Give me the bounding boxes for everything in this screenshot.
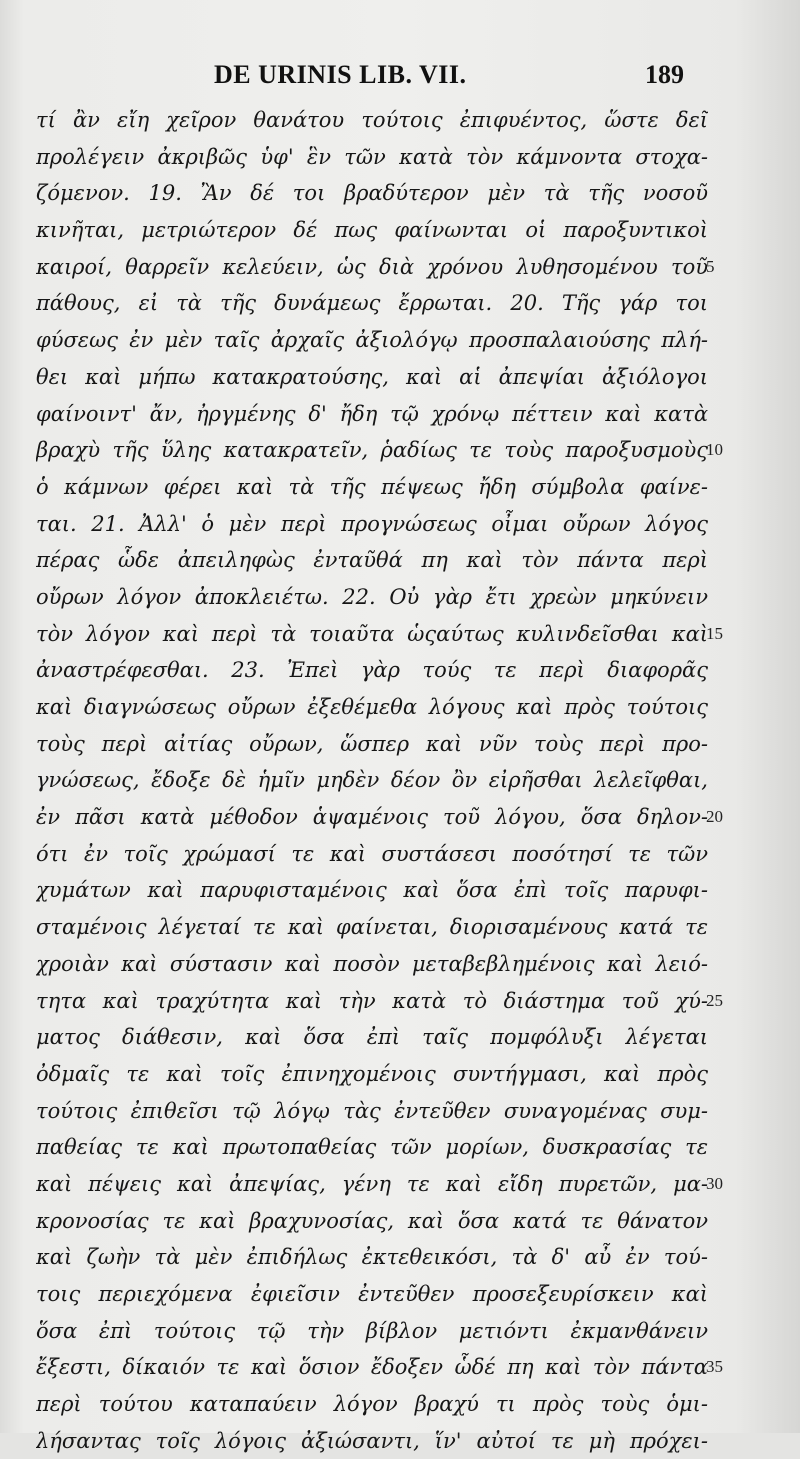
text-line [0, 1129, 800, 1166]
page-number: 189 [645, 60, 684, 89]
text-line [0, 359, 800, 396]
line-text: φύσεως ἐν μὲν ταῖς ἀρχαῖς ἀξιολόγῳ προσπαλαιούσης πλή- [36, 328, 708, 353]
text-line [0, 1349, 800, 1386]
text-line [0, 799, 800, 836]
text-line [0, 762, 800, 799]
text-line [0, 1423, 800, 1459]
line-text: τούτοις ἐπιθεῖσι τῷ λόγῳ τὰς ἐντεῦθεν συναγομένας συμ- [36, 1098, 708, 1123]
text-line [0, 726, 800, 763]
line-text: λήσαντας τοῖς λόγοις ἀξιώσαντι, ἵν' αὐτοί τε μὴ πρόχει- [36, 1428, 708, 1453]
text-line [0, 285, 800, 322]
line-text: οὔρων λόγον ἀποκλειέτω. 22. Οὐ γὰρ ἔτι χρεὼν μηκύνειν [36, 584, 708, 609]
line-text: κρονοσίας τε καὶ βραχυνοσίας, καὶ ὅσα κατά τε θάνατον [36, 1208, 708, 1233]
text-line [0, 1056, 800, 1093]
text-line [0, 1093, 800, 1130]
text-line [0, 689, 800, 726]
line-number: 5 [706, 256, 715, 276]
text-line [0, 469, 800, 506]
text-line [0, 1313, 800, 1350]
line-text: χροιὰν καὶ σύστασιν καὶ ποσὸν μεταβεβλημένοις καὶ λειό- [36, 951, 708, 976]
text-line [0, 322, 800, 359]
line-text: ται. 21. Ἀλλ' ὁ μὲν περὶ προγνώσεως οἶμαι οὔρων λόγος [36, 511, 708, 536]
line-text: τὸν λόγον καὶ περὶ τὰ τοιαῦτα ὡςαύτως κυλινδεῖσθαι καὶ [36, 621, 708, 646]
line-number: 15 [706, 623, 723, 643]
text-line [0, 946, 800, 983]
line-text: ματος διάθεσιν, καὶ ὅσα ἐπὶ ταῖς πομφόλυξι λέγεται [36, 1025, 708, 1050]
text-line [0, 542, 800, 579]
line-text: ότι ἐν τοῖς χρώμασί τε καὶ συστάσεσι ποσότησί τε τῶν [36, 841, 708, 866]
line-text: πάθους, εἰ τὰ τῆς δυνάμεως ἔρρωται. 20. Τῆς γάρ τοι [36, 291, 708, 316]
text-line [0, 506, 800, 543]
line-text: καὶ διαγνώσεως οὔρων ἐξεθέμεθα λόγους καὶ πρὸς τούτοις [36, 695, 708, 719]
text-line [0, 909, 800, 946]
text-line [0, 1239, 800, 1276]
line-text: τητα καὶ τραχύτητα καὶ τὴν κατὰ τὸ διάστημα τοῦ χύ- [36, 988, 708, 1013]
line-text: παθείας τε καὶ πρωτοπαθείας τῶν μορίων, δυσκρασίας τε [36, 1135, 708, 1160]
text-line [0, 212, 800, 249]
line-number: 35 [706, 1357, 723, 1377]
text-line [0, 836, 800, 873]
text-line [0, 1166, 800, 1203]
text-line [0, 652, 800, 689]
line-text: καὶ ζωὴν τὰ μὲν ἐπιδήλως ἐκτεθεικόσι, τὰ δ' αὖ ἐν τού- [36, 1245, 708, 1270]
line-number: 30 [706, 1173, 723, 1193]
text-line [0, 616, 800, 653]
text-line [0, 1386, 800, 1423]
line-text: χυμάτων καὶ παρυφισταμένοις καὶ ὅσα ἐπὶ τοῖς παρυφι- [36, 878, 708, 903]
line-text: ὅσα ἐπὶ τούτοις τῷ τὴν βίβλον μετιόντι ἐκμανθάνειν [36, 1318, 708, 1343]
line-text: καιροί, θαρρεῖν κελεύειν, ὡς διὰ χρόνου λυθησομένου τοῦ [36, 254, 708, 279]
text-line [0, 1203, 800, 1240]
greek-text-body [0, 102, 800, 1459]
text-line [0, 139, 800, 176]
line-text: περὶ τούτου καταπαύειν λόγον βραχύ τι πρὸς τοὺς ὁμι- [36, 1392, 708, 1417]
page-header [0, 60, 800, 100]
line-number: 10 [706, 440, 723, 460]
text-line [0, 579, 800, 616]
text-line [0, 432, 800, 469]
text-line [0, 102, 800, 139]
line-text: βραχὺ τῆς ὕλης κατακρατεῖν, ῥαδίως τε τοὺς παροξυσμοὺς [36, 438, 708, 463]
text-line [0, 1019, 800, 1056]
line-text: φαίνοιντ' ἄν, ἠργμένης δ' ἤδη τῷ χρόνῳ πέττειν καὶ κατὰ [36, 401, 708, 426]
line-text: ἀναστρέφεσθαι. 23. Ἐπεὶ γὰρ τούς τε περὶ διαφορᾶς [36, 658, 708, 683]
line-text: κινῆται, μετριώτερον δέ πως φαίνωνται οἱ παροξυντικοὶ [36, 218, 708, 243]
line-text: ἔξεστι, δίκαιόν τε καὶ ὅσιον ἔδοξεν ὧδέ πη καὶ τὸν πάντα [36, 1355, 708, 1380]
line-number: 20 [706, 807, 723, 827]
line-text: ὀδμαῖς τε καὶ τοῖς ἐπινηχομένοις συντήγμασι, καὶ πρὸς [36, 1061, 708, 1086]
line-text: καὶ πέψεις καὶ ἀπεψίας, γένη τε καὶ εἴδη πυρετῶν, μα- [36, 1171, 708, 1196]
running-title: DE URINIS LIB. VII. [214, 60, 467, 89]
line-text: τί ἂν εἴη χεῖρον θανάτου τούτοις ἐπιφυέντος, ὥστε δεῖ [36, 108, 708, 132]
line-text: τοὺς περὶ αἰτίας οὔρων, ὥσπερ καὶ νῦν τοὺς περὶ προ- [36, 731, 708, 756]
line-text: ὁ κάμνων φέρει καὶ τὰ τῆς πέψεως ἤδη σύμβολα φαίνε- [36, 474, 708, 499]
line-text: τοις περιεχόμενα ἐφιεῖσιν ἐντεῦθεν προσεξευρίσκειν καὶ [36, 1282, 708, 1306]
text-line [0, 1276, 800, 1313]
text-line [0, 872, 800, 909]
line-text: σταμένοις λέγεταί τε καὶ φαίνεται, διορισαμένους κατά τε [36, 915, 708, 940]
text-line [0, 175, 800, 212]
line-text: πέρας ὧδε ἀπειληφὼς ἐνταῦθά πη καὶ τὸν πάντα περὶ [36, 548, 708, 573]
line-text: θει καὶ μήπω κατακρατούσης, καὶ αἱ ἀπεψίαι ἀξιόλογοι [36, 364, 708, 389]
line-text: προλέγειν ἀκριβῶς ὑφ' ἓν τῶν κατὰ τὸν κάμνοντα στοχα- [36, 144, 708, 169]
line-text: ἐν πᾶσι κατὰ μέθοδον ἁψαμένοις τοῦ λόγου, ὅσα δηλον- [36, 805, 708, 830]
line-text: γνώσεως, ἔδοξε δὲ ἡμῖν μηδὲν δέον ὂν εἰρῆσθαι λελεῖφθαι, [36, 768, 708, 793]
line-text: ζόμενον. 19. Ἂν δέ τοι βραδύτερον μὲν τὰ τῆς νοσοῦ [36, 181, 708, 206]
text-line [0, 396, 800, 433]
line-number: 25 [706, 990, 723, 1010]
text-line [0, 983, 800, 1020]
text-line [0, 249, 800, 286]
